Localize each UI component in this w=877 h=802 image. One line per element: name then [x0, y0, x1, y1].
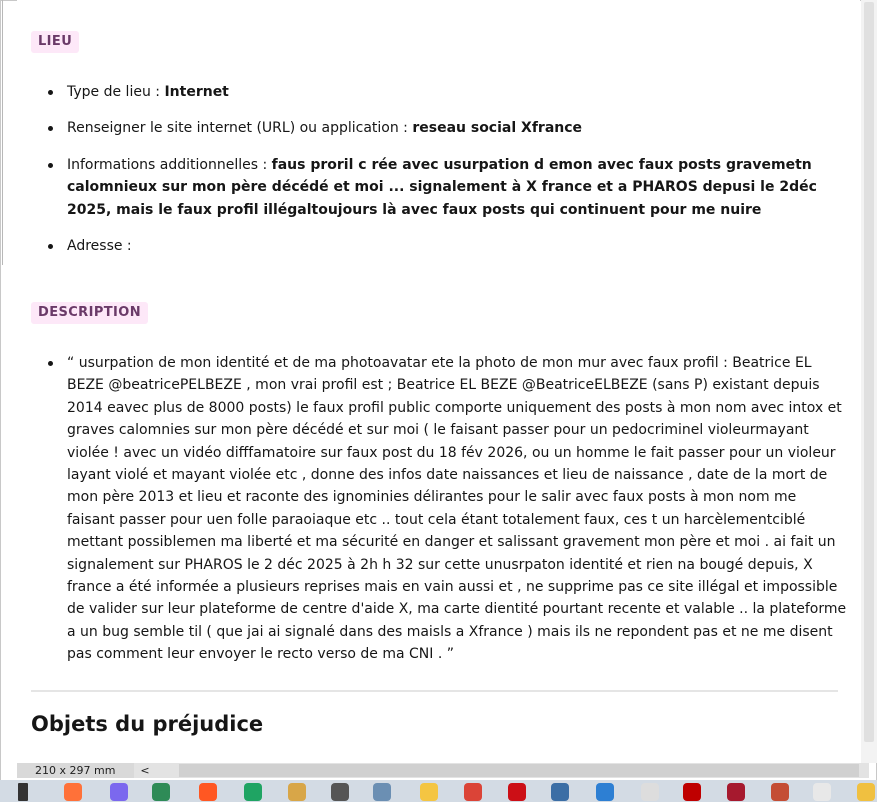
list-item [17, 154, 847, 221]
horizontal-scrollbar-thumb[interactable] [179, 764, 859, 777]
app-icon[interactable] [727, 783, 745, 801]
bullet-icon [48, 90, 53, 95]
bullet-icon [48, 163, 53, 168]
vertical-scrollbar[interactable] [861, 0, 877, 763]
gauge-icon[interactable] [771, 783, 789, 801]
document-page [17, 0, 860, 763]
window-icon[interactable] [641, 783, 659, 801]
folder-icon[interactable] [857, 783, 875, 801]
description-list [17, 352, 847, 666]
left-border [0, 0, 3, 265]
gear-icon[interactable] [331, 783, 349, 801]
item-label: Renseigner le site internet (URL) ou application : [67, 120, 413, 137]
divider [31, 690, 838, 692]
list-item [17, 81, 847, 103]
item-label: Adresse : [67, 238, 132, 255]
file-icon[interactable] [813, 783, 831, 801]
opera-icon[interactable] [508, 783, 526, 801]
item-value: reseau social Xfrance [412, 120, 583, 137]
app-icon[interactable] [110, 783, 128, 801]
item-label: Type de lieu : [67, 84, 165, 100]
app-icon[interactable] [199, 783, 217, 801]
list-item [17, 117, 847, 139]
scrollbar-thumb[interactable] [864, 2, 874, 742]
start-icon[interactable] [18, 783, 28, 801]
bullet-icon [48, 361, 53, 366]
scroll-left-button[interactable]: < [140, 764, 150, 777]
paint-icon[interactable] [288, 783, 306, 801]
lock-icon[interactable] [373, 783, 391, 801]
list-item [17, 235, 847, 257]
taskbar [0, 780, 877, 802]
status-bar [17, 763, 869, 778]
description-badge: DESCRIPTION [31, 302, 148, 324]
list-item [17, 352, 847, 666]
page-size-label: 210 x 297 mm [17, 763, 134, 778]
section-title: Objets du préjudice [31, 712, 264, 736]
puzzle-icon[interactable] [152, 783, 170, 801]
item-value: Internet [164, 84, 229, 100]
lieu-badge: LIEU [31, 31, 79, 53]
folder-icon[interactable] [420, 783, 438, 801]
chrome-icon[interactable] [464, 783, 482, 801]
drive-icon[interactable] [244, 783, 262, 801]
bullet-icon [48, 126, 53, 131]
lieu-list [17, 81, 847, 257]
description-text: “ usurpation de mon identité et de ma photoavatar ete la photo de mon mur avec faux profil : Beatrice EL BEZE @beatricePELBEZE , mon vrai profil est ; Beatrice EL BEZE @BeatriceELBEZE (sans P) existant depuis 2014 eavec plus de 8000 posts) le faux profil public comporte uniquement des posts à mon nom avec intox et graves calomnies sur mon père décédé et sur moi ( le faisant passer pour un pedocriminel violeurmayant violée ! avec un vidéo difffamatoire sur faux post du 18 fév 2026, ou un homme le fait passer pour un violeur layant violé et mayant violée etc , donne des infos date naissances et lieu de naissance , date de la mort de mon père 2013 et lieu et raconte des ignominies délirantes pour le salir avec faux posts à mon nom me faisant passer pour uen folle paraoiaque etc .. tout cela étant totalement faux, ces t un harcèlementciblé mettant possiblemen ma liberté et ma sécurité en danger et salissant gravement mon père et moi . ai fait un signalement sur PHAROS le 2 déc 2025 à 2h h 32 sur cette unusrpaton identité et rien na bougé depuis, X france a été informée a plusieurs reprises mais en vain aussi et , ne supprime pas ce site illégal et impossible de valider sur leur plateforme de centre d'aide X, ma carte dientité pourtant recente et valable .. la plateforme a un bug semble til ( que jai ai signalé dans des maisls a Xfrance ) mais ils ne repondent pas et ne me disent pas comment leur envoyer le recto verso de ma CNI . ” [67, 355, 847, 663]
filezilla-icon[interactable] [683, 783, 701, 801]
bullet-icon [48, 244, 53, 249]
monitor-icon[interactable] [551, 783, 569, 801]
firefox-icon[interactable] [64, 783, 82, 801]
item-value: faus proril c rée avec usurpation d emon avec faux posts gravemetn calomnieux sur mon père décédé et moi ... signalement à X france et a PHAROS depusi le 2déc 2025, mais le faux profil illégaltoujours là avec faux posts qui continuent pour me nuire [67, 156, 817, 218]
monitor-icon[interactable] [596, 783, 614, 801]
item-label: Informations additionnelles : [67, 156, 272, 173]
